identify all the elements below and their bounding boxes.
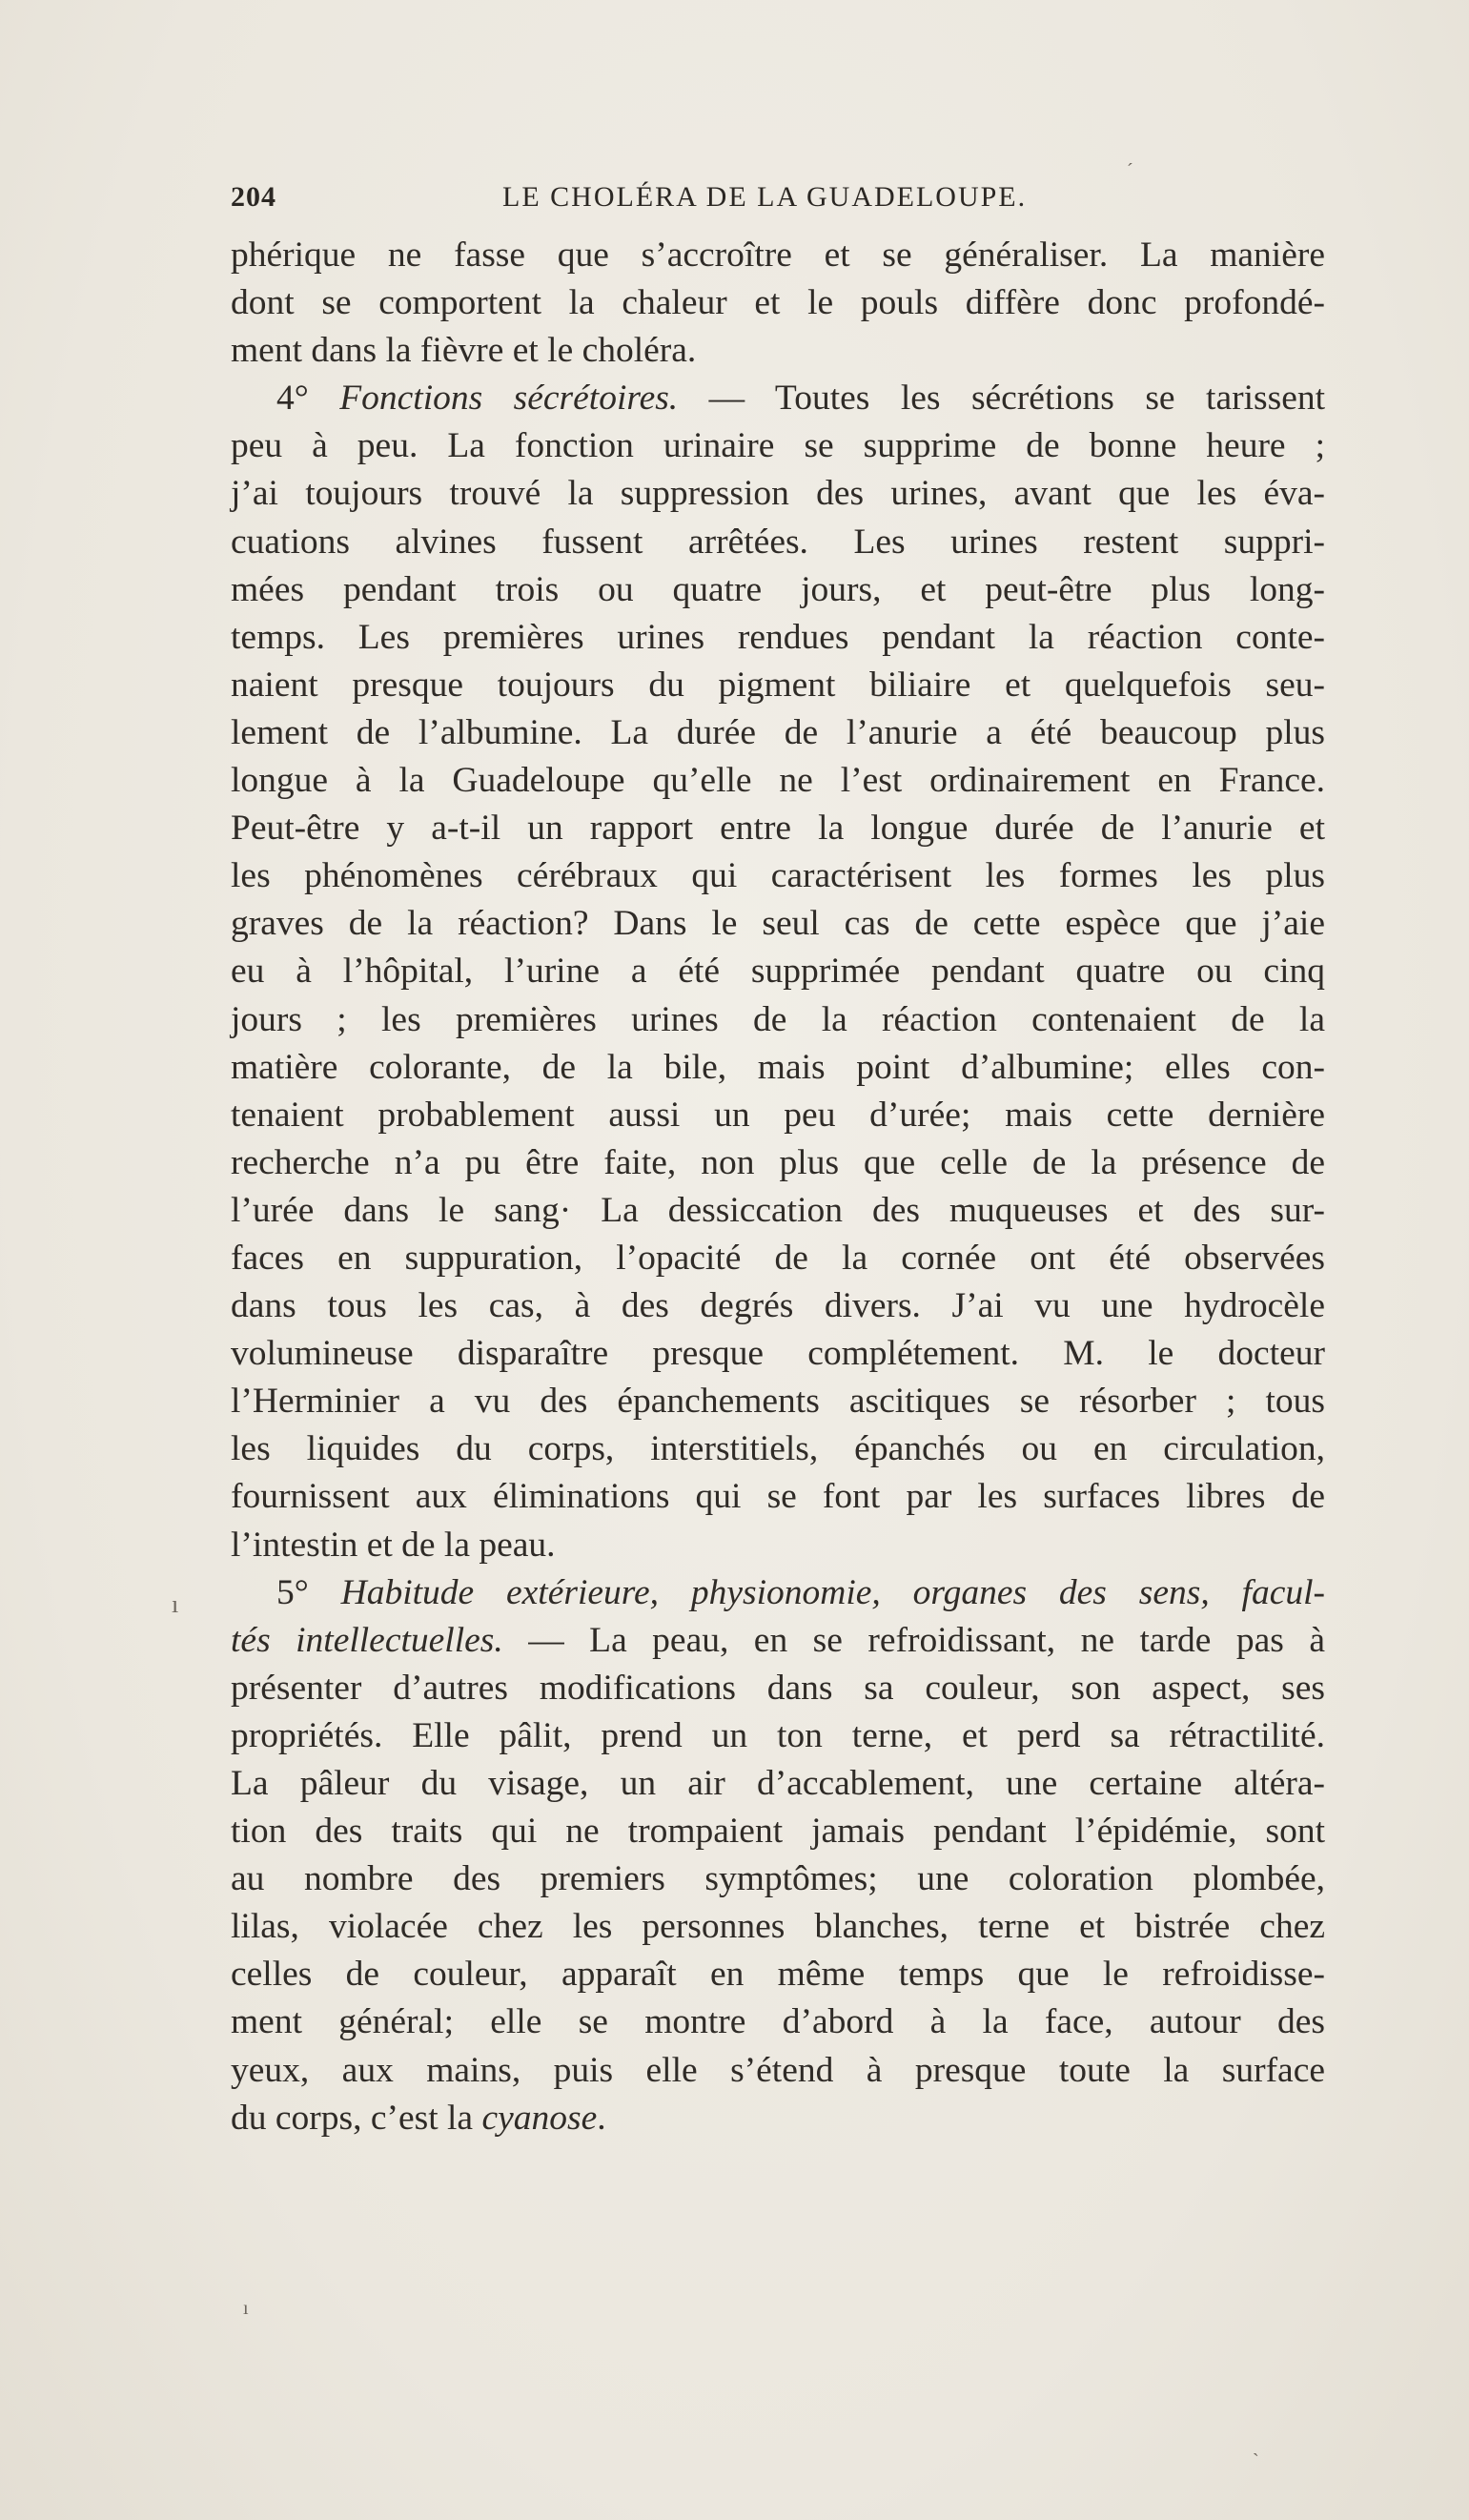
text-line: propriétés. Elle pâlit, prend un ton terne, et perd sa rétractilité. xyxy=(231,1715,1325,1755)
text-line: cuations alvines fussent arrêtées. Les urines restent suppri- xyxy=(231,522,1325,562)
text-line: tion des traits qui ne trompaient jamais pendant l’épidémie, sont xyxy=(231,1812,1325,1852)
running-title: LE CHOLÉRA DE LA GUADELOUPE. xyxy=(502,181,1028,213)
text-line: celles de couleur, apparaît en même temps que le refroidisse- xyxy=(231,1955,1325,1995)
text-line: recherche n’a pu être faite, non plus que celle de la présence de xyxy=(231,1142,1325,1182)
section-number: 4° xyxy=(276,379,309,419)
text-line: graves de la réaction? Dans le seul cas de cette espèce que j’aie xyxy=(231,904,1325,944)
text-line: eu à l’hôpital, l’urine a été supprimée pendant quatre ou cinq xyxy=(231,952,1325,992)
text-line: fournissent aux éliminations qui se font par les surfaces libres de xyxy=(231,1477,1325,1517)
text-line: ment général; elle se montre d’abord à la face, autour des xyxy=(231,2002,1325,2042)
section-heading-line xyxy=(231,1617,1325,1665)
text-line: les liquides du corps, interstitiels, épanchés ou en circulation, xyxy=(231,1429,1325,1469)
text-line: dont se comportent la chaleur et le pouls diffère donc profondé- xyxy=(231,283,1325,323)
text-line: l’urée dans le sang· La dessiccation des muqueuses et des sur- xyxy=(231,1190,1325,1230)
section-heading-line xyxy=(231,375,1325,422)
page-header xyxy=(231,181,1325,219)
text-line: Peut-être y a-t-il un rapport entre la longue durée de l’anurie et xyxy=(231,809,1325,849)
text-line: j’ai toujours trouvé la suppression des urines, avant que les éva- xyxy=(231,474,1325,514)
text-line: temps. Les premières urines rendues pendant la réaction conte- xyxy=(231,617,1325,657)
body-text xyxy=(231,232,1325,2142)
text-line: les phénomènes cérébraux qui caractérisent les formes les plus xyxy=(231,856,1325,896)
text-line: l’Herminier a vu des épanchements ascitiques se résorber ; tous xyxy=(231,1382,1325,1422)
text-line: longue à la Guadeloupe qu’elle ne l’est ordinairement en France. xyxy=(231,761,1325,801)
text-line: au nombre des premiers symptômes; une coloration plombée, xyxy=(231,1859,1325,1899)
text-fragment: — Toutes les sécrétions se tarissent xyxy=(678,379,1326,419)
text-line: yeux, aux mains, puis elle s’étend à presque toute la surface xyxy=(231,2050,1325,2090)
text-line: dans tous les cas, à des degrés divers. J’ai vu une hydrocèle xyxy=(231,1286,1325,1326)
text-line: lilas, violacée chez les personnes blanches, terne et bistrée chez xyxy=(231,1907,1325,1947)
margin-speck: ı xyxy=(172,1590,179,1618)
text-line: tenaient probablement aussi un peu d’urée; mais cette dernière xyxy=(231,1095,1325,1135)
margin-speck: ` xyxy=(1253,2450,1259,2471)
text-line: l’intestin et de la peau. xyxy=(231,1525,556,1565)
text-line xyxy=(231,2095,1325,2142)
text-line: La pâleur du visage, un air d’accablement, une certaine altéra- xyxy=(231,1764,1325,1803)
text-line: mées pendant trois ou quatre jours, et peut-être plus long- xyxy=(231,569,1325,609)
text-fragment: du corps, c’est la xyxy=(231,2098,482,2138)
text-line: lement de l’albumine. La durée de l’anurie a été beaucoup plus xyxy=(231,712,1325,752)
section-title: Habitude extérieure, physionomie, organes des sens, facul- xyxy=(340,1572,1326,1612)
text-line: ment dans la fièvre et le choléra. xyxy=(231,331,697,371)
section-heading-line xyxy=(231,1569,1325,1617)
margin-speck: ´ xyxy=(1127,160,1133,181)
text-line: peu à peu. La fonction urinaire se supprime de bonne heure ; xyxy=(231,426,1325,466)
margin-speck: ı xyxy=(243,2298,249,2319)
text-line: matière colorante, de la bile, mais point d’albumine; elles con- xyxy=(231,1047,1325,1087)
text-line: naient presque toujours du pigment biliaire et quelquefois seu- xyxy=(231,665,1325,705)
text-line: jours ; les premières urines de la réaction contenaient de la xyxy=(231,999,1325,1039)
text-line: faces en suppuration, l’opacité de la cornée ont été observées xyxy=(231,1238,1325,1278)
section-title: tés intellectuelles. xyxy=(231,1620,503,1660)
text-line: présenter d’autres modifications dans sa couleur, son aspect, ses xyxy=(231,1668,1325,1708)
section-number: 5° xyxy=(276,1572,309,1612)
section-title: Fonctions sécrétoires. xyxy=(339,379,679,419)
page-number: 204 xyxy=(231,181,276,213)
text-line: volumineuse disparaître presque complétement. M. le docteur xyxy=(231,1334,1325,1374)
text-fragment: — La peau, en se refroidissant, ne tarde pas à xyxy=(502,1620,1326,1660)
text-line: phérique ne fasse que s’accroître et se généraliser. La manière xyxy=(231,236,1325,275)
text-fragment: . xyxy=(597,2098,606,2138)
emphasized-term: cyanose xyxy=(481,2098,598,2138)
